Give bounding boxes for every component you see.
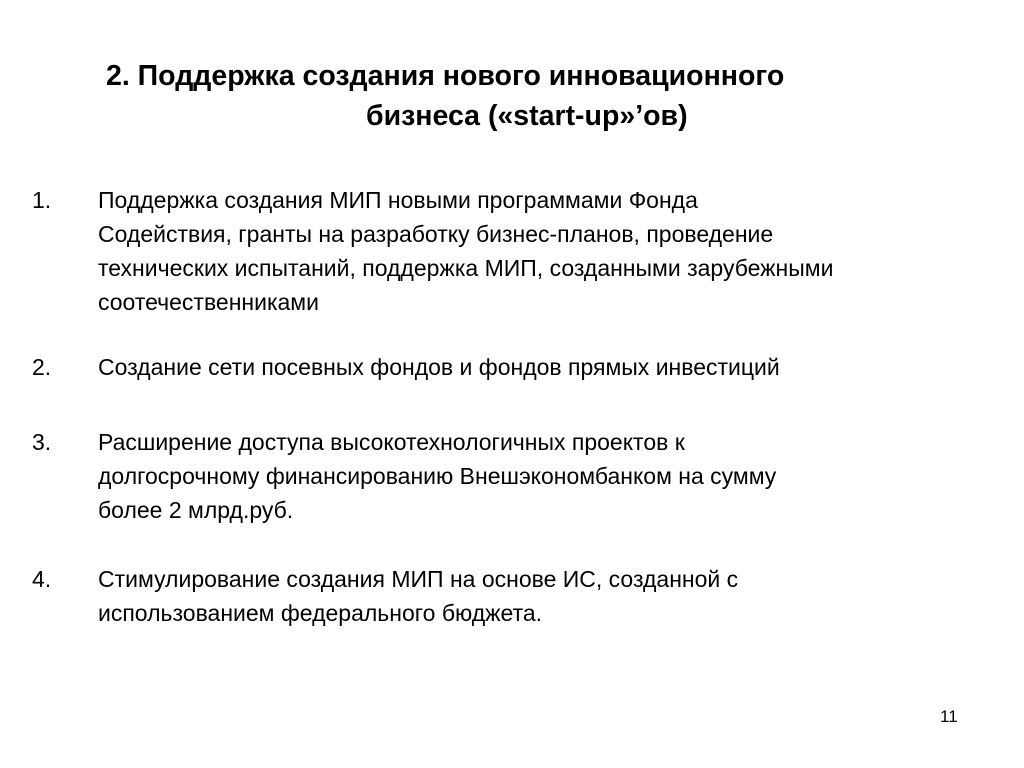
list-item-line: технических испытаний, поддержка МИП, созданными зарубежными bbox=[98, 255, 834, 281]
list-item-line: долгосрочному финансированию Внешэкономбанком на сумму bbox=[98, 463, 777, 489]
list-item-line: Расширение доступа высокотехнологичных проектов к bbox=[98, 429, 685, 455]
list-item-number: 2. bbox=[32, 354, 52, 380]
list-item-line: Создание сети посевных фондов и фондов прямых инвестиций bbox=[98, 354, 780, 380]
slide-title-line-2: бизнеса («start-up»’ов) bbox=[366, 100, 688, 132]
list-item-number: 3. bbox=[32, 429, 52, 455]
list-item-line: Содействия, гранты на разработку бизнес-планов, проведение bbox=[98, 221, 774, 247]
list-item-text bbox=[98, 425, 1018, 527]
list-item-line: соотечественниками bbox=[98, 289, 319, 315]
page-number: 11 bbox=[940, 707, 958, 726]
list-item-line: Поддержка создания МИП новыми программами Фонда bbox=[98, 187, 698, 213]
list-item-text bbox=[98, 562, 1018, 630]
list-item-text bbox=[98, 350, 1018, 384]
list-item-text bbox=[98, 183, 1018, 319]
list-item-line: Стимулирование создания МИП на основе ИС, созданной с bbox=[98, 566, 739, 592]
list-item-line: более 2 млрд.руб. bbox=[98, 497, 294, 523]
list-item-number: 4. bbox=[32, 566, 52, 592]
list-item-number: 1. bbox=[32, 187, 52, 213]
slide-title-line-1: 2. Поддержка создания нового инновационного bbox=[106, 60, 785, 92]
list-item-line: использованием федерального бюджета. bbox=[98, 600, 543, 626]
